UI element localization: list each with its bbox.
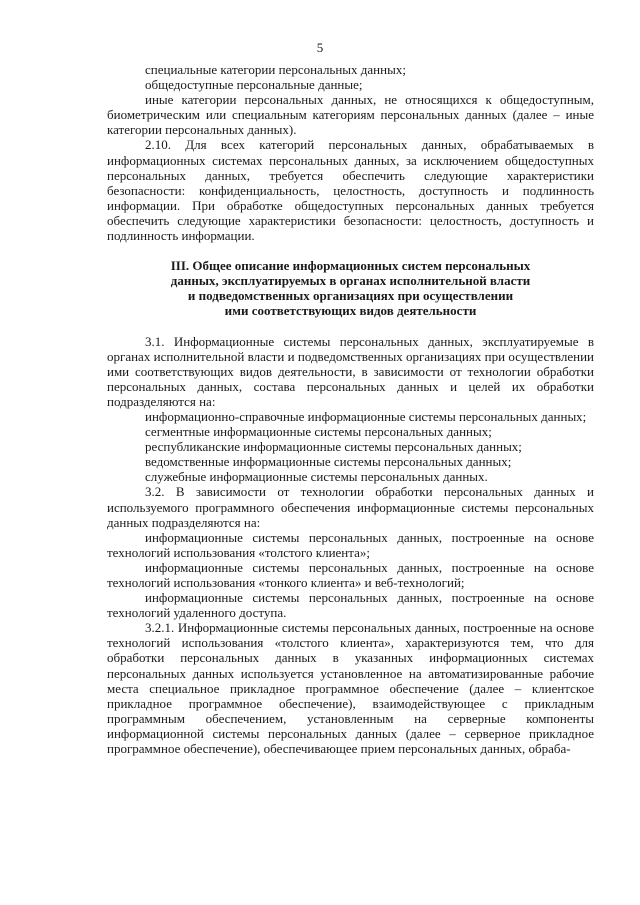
paragraph: 3.2. В зависимости от технологии обработки персональных данных и используемого программного обеспечения информационные системы персональных данных подразделяются на: bbox=[107, 484, 594, 530]
paragraph: республиканские информационные системы персональных данных; bbox=[145, 439, 522, 455]
section-heading-line: ими соответствующих видов деятельности bbox=[224, 303, 477, 319]
paragraph: информационные системы персональных данных, построенные на основе технологий удаленного доступа. bbox=[107, 590, 594, 621]
paragraph: 3.2.1. Информационные системы персональных данных, построенные на основе технологий использования «толстого клиента», характеризуются тем, что для обработки персональных данных в указанных информационных системах персональных данных используется установленное на автоматизированные рабочие места специальное прикладное программное обеспечение (далее – клиентское прикладное программное обеспечение), взаимодействующее с прикладным программным обеспечением, установленным на серверные компоненты информационной системы персональных данных (далее – серверное прикладное программное обеспечение), обеспечивающее прием персональных данных, обраба- bbox=[107, 620, 594, 757]
document-body bbox=[107, 62, 594, 756]
paragraph: информационные системы персональных данных, построенные на основе технологий использования «толстого клиента»; bbox=[107, 529, 594, 560]
paragraph: ведомственные информационные системы персональных данных; bbox=[145, 454, 512, 470]
section-heading bbox=[107, 258, 594, 318]
paragraph: служебные информационные системы персональных данных. bbox=[145, 469, 488, 485]
paragraph: 3.1. Информационные системы персональных данных, эксплуатируемые в органах исполнительной власти и подведомственных организациях при осуществлении ими соответствующих видов деятельности, в зависимости от технологии обработки персональных данных, состава персональных данных и целей их обработки подразделяются на: bbox=[107, 333, 594, 409]
paragraph: 2.10. Для всех категорий персональных данных, обрабатываемых в информационных системах персональных данных, за исключением общедоступных персональных данных, требуется обеспечить следующие характеристики безопасности: конфиденциальность, целостность, доступность и подлинность информации. При обработке общедоступных персональных данных требуется обеспечить следующие характеристики безопасности: целостность, доступность и подлинность информации. bbox=[107, 137, 594, 244]
paragraph: сегментные информационные системы персональных данных; bbox=[145, 424, 492, 440]
section-heading-line: и подведомственных организациях при осуществлении bbox=[187, 288, 514, 304]
paragraph: информационно-справочные информационные системы персональных данных; bbox=[145, 408, 587, 424]
paragraph: иные категории персональных данных, не относящихся к общедоступным, биометрическим или специальным категориям персональных данных (далее – иные категории персональных данных). bbox=[107, 92, 594, 138]
page-number: 5 bbox=[316, 40, 324, 55]
section-heading-line: III. Общее описание информационных систем персональных bbox=[170, 258, 531, 274]
section-heading-line: данных, эксплуатируемых в органах исполнительной власти bbox=[170, 273, 531, 289]
paragraph: общедоступные персональные данные; bbox=[145, 77, 363, 93]
paragraph: специальные категории персональных данных; bbox=[145, 62, 406, 77]
paragraph: информационные системы персональных данных, построенные на основе технологий использования «тонкого клиента» и веб-технологий; bbox=[107, 559, 594, 590]
